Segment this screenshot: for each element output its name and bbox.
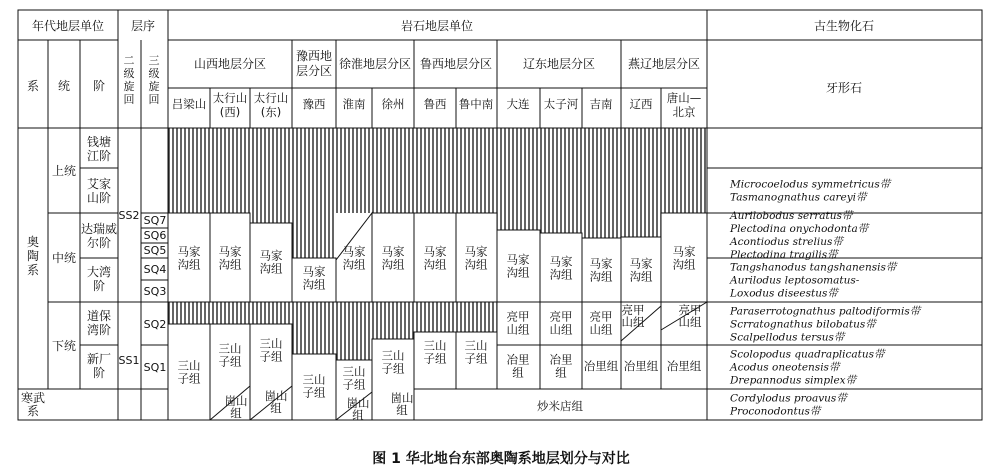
ganshan-label: 崮山组 xyxy=(264,389,288,415)
region-yanliao: 燕辽地层分区 xyxy=(627,57,701,71)
svg-text:江阶: 江阶 xyxy=(86,149,112,163)
fossil-zone: Scolopodus quadraplicatus带 xyxy=(730,348,885,361)
system-header: 系 xyxy=(26,79,40,93)
seq-header: 层序 xyxy=(130,19,156,33)
svg-text:鲁西: 鲁西 xyxy=(423,97,447,111)
liangjiashan-label: 亮甲山组 xyxy=(549,309,573,337)
svg-text:中统: 中统 xyxy=(51,251,77,265)
svg-text:回: 回 xyxy=(123,93,135,106)
majiagou-label: 马家沟组 xyxy=(672,244,696,272)
majiagou-label: 马家沟组 xyxy=(218,244,242,272)
svg-text:SQ7: SQ7 xyxy=(143,214,167,227)
svg-text:太行山: 太行山 xyxy=(212,91,248,105)
fossil-header: 古生物化石 xyxy=(813,19,875,33)
ganshan-label: 崮山组 xyxy=(346,396,370,422)
svg-text:系: 系 xyxy=(26,404,40,418)
svg-text:上统: 上统 xyxy=(51,164,77,178)
svg-text:辽西: 辽西 xyxy=(629,97,653,111)
fossil-zones xyxy=(729,179,922,418)
ganshan-label: 崮山组 xyxy=(390,391,414,417)
svg-text:(东): (东) xyxy=(260,105,282,119)
series-header: 统 xyxy=(57,79,71,93)
majiagou-label: 马家沟组 xyxy=(464,244,488,272)
svg-text:新厂: 新厂 xyxy=(86,352,112,366)
stage-header: 阶 xyxy=(92,79,106,93)
svg-text:大湾: 大湾 xyxy=(86,265,112,279)
yeli-label: 冶里组 xyxy=(506,352,530,380)
majiagou-label: 马家沟组 xyxy=(629,256,653,284)
fossil-zone: Paraserrotognathus paltodiformis带 xyxy=(730,305,921,318)
majiagou-label: 马家沟组 xyxy=(259,248,283,276)
fossil-zone: Plectodina tragilis带 xyxy=(730,249,838,261)
svg-text:北京: 北京 xyxy=(672,105,696,119)
svg-text:(西): (西) xyxy=(219,105,241,119)
svg-text:吕梁山: 吕梁山 xyxy=(171,97,207,111)
svg-text:太行山: 太行山 xyxy=(253,91,289,105)
svg-text:尔阶: 尔阶 xyxy=(86,236,112,250)
fossil-zone: Plectodina onychodonta带 xyxy=(730,223,869,235)
fossil-zone: Aurilodus leptosomatus- xyxy=(730,274,860,287)
svg-text:旋: 旋 xyxy=(123,80,135,93)
svg-text:豫西: 豫西 xyxy=(302,97,326,111)
sequence-labels xyxy=(119,209,167,374)
location-names xyxy=(172,91,702,119)
fossil-zone: Microcoelodus symmetricus带 xyxy=(730,178,891,191)
svg-text:阶: 阶 xyxy=(92,279,106,293)
svg-text:回: 回 xyxy=(148,93,160,106)
svg-text:SS1: SS1 xyxy=(118,354,140,367)
svg-text:徐州: 徐州 xyxy=(381,97,405,111)
fossil-zone: Tangshanodus tangshanensis带 xyxy=(730,261,897,274)
majiagou-label: 马家沟组 xyxy=(177,244,201,272)
svg-text:系: 系 xyxy=(26,263,40,277)
yeli-label: 冶里组 xyxy=(666,359,702,373)
sanshanzi-label: 三山子组 xyxy=(177,358,201,386)
svg-text:山阶: 山阶 xyxy=(86,191,112,205)
liangjiashan-label: 亮甲山组 xyxy=(506,309,530,337)
liangjiashan-label: 亮甲山组 xyxy=(621,303,645,329)
majiagou-label: 马家沟组 xyxy=(506,252,530,280)
svg-text:SQ4: SQ4 xyxy=(143,263,167,276)
era-header: 年代地层单位 xyxy=(31,19,105,33)
fossil-zone: Scrratognathus bilobatus带 xyxy=(730,318,876,331)
svg-text:SQ2: SQ2 xyxy=(143,318,167,331)
svg-text:钱塘: 钱塘 xyxy=(86,135,112,149)
sanshanzi-label: 三山子组 xyxy=(302,372,326,400)
yeli-label: 冶里组 xyxy=(583,359,619,373)
svg-text:级: 级 xyxy=(148,67,160,80)
fossil-zone: Loxodus diseestus带 xyxy=(730,287,838,300)
svg-text:大连: 大连 xyxy=(506,97,530,111)
svg-text:唐山—: 唐山— xyxy=(666,91,702,105)
svg-text:艾家: 艾家 xyxy=(86,177,112,191)
liangjiashan-label: 亮甲山组 xyxy=(678,303,702,329)
svg-text:SQ3: SQ3 xyxy=(143,285,167,298)
majiagou-label: 马家沟组 xyxy=(302,264,326,292)
region-shanxi: 山西地层分区 xyxy=(193,57,267,71)
svg-text:旋: 旋 xyxy=(148,80,160,93)
sanshanzi-label: 三山子组 xyxy=(464,338,488,366)
sanshanzi-label: 三山子组 xyxy=(423,338,447,366)
svg-text:达瑞威: 达瑞威 xyxy=(80,222,118,236)
region-liaodong: 辽东地层分区 xyxy=(522,57,596,71)
svg-text:二: 二 xyxy=(123,54,135,67)
svg-text:SS2: SS2 xyxy=(118,209,140,222)
svg-text:奥: 奥 xyxy=(26,235,40,249)
svg-text:SQ5: SQ5 xyxy=(143,244,167,257)
sanshanzi-label: 三山子组 xyxy=(218,341,242,369)
litho-header: 岩石地层单位 xyxy=(400,19,474,33)
majiagou-label: 马家沟组 xyxy=(423,244,447,272)
svg-text:湾阶: 湾阶 xyxy=(86,323,112,337)
region-names xyxy=(194,48,700,78)
liangjiashan-label: 亮甲山组 xyxy=(589,309,613,337)
region-luxi: 鲁西地层分区 xyxy=(419,57,493,71)
majiagou-label: 马家沟组 xyxy=(381,244,405,272)
chrono-labels xyxy=(21,134,117,418)
sanshanzi-label: 三山子组 xyxy=(259,336,283,364)
fossil-zone: Tasmanognathus careyi带 xyxy=(730,191,867,204)
ganshan-label: 崮山组 xyxy=(224,394,248,420)
svg-text:级: 级 xyxy=(123,67,135,80)
svg-text:SQ1: SQ1 xyxy=(143,361,167,374)
fossil-zone: Cordylodus proavus带 xyxy=(730,392,847,405)
fossil-zone: Acodus oneotensis带 xyxy=(730,361,840,374)
majiagou-label: 马家沟组 xyxy=(589,256,613,284)
region-yuxi-1: 豫西地 xyxy=(295,49,333,63)
svg-text:三: 三 xyxy=(148,54,160,67)
yeli-label: 冶里组 xyxy=(623,359,659,373)
fossil-zone: Scalpellodus tersus带 xyxy=(730,331,845,344)
region-xuhuai: 徐淮地层分区 xyxy=(338,57,412,71)
fossil-zone: Aurilobodus serratus带 xyxy=(730,210,853,222)
chaomidian-label: 炒米店组 xyxy=(537,399,583,413)
svg-text:太子河: 太子河 xyxy=(543,97,579,111)
svg-text:SQ6: SQ6 xyxy=(143,229,167,242)
fossil-zone: Proconodontus带 xyxy=(730,405,821,418)
figure-caption: 图 1 华北地台东部奥陶系地层划分与对比 xyxy=(372,451,630,467)
yeli-label: 冶里组 xyxy=(549,352,573,380)
majiagou-label: 马家沟组 xyxy=(342,244,366,272)
conodont-header: 牙形石 xyxy=(825,81,863,95)
region-yuxi-2: 层分区 xyxy=(295,64,333,78)
svg-text:阶: 阶 xyxy=(92,366,106,380)
sanshanzi-label: 三山子组 xyxy=(342,364,366,392)
majiagou-label: 马家沟组 xyxy=(549,254,573,282)
svg-text:道保: 道保 xyxy=(86,309,112,323)
svg-text:寒武: 寒武 xyxy=(20,391,46,405)
fossil-zone: Drepannodus simplex带 xyxy=(730,374,857,387)
svg-text:下统: 下统 xyxy=(51,339,77,353)
svg-text:吉南: 吉南 xyxy=(589,97,613,111)
sanshanzi-label: 三山子组 xyxy=(381,348,405,376)
fossil-zone: Acontiodus strelius带 xyxy=(730,236,843,248)
svg-text:鲁中南: 鲁中南 xyxy=(458,97,494,111)
svg-text:淮南: 淮南 xyxy=(342,97,366,111)
svg-text:陶: 陶 xyxy=(26,249,40,263)
